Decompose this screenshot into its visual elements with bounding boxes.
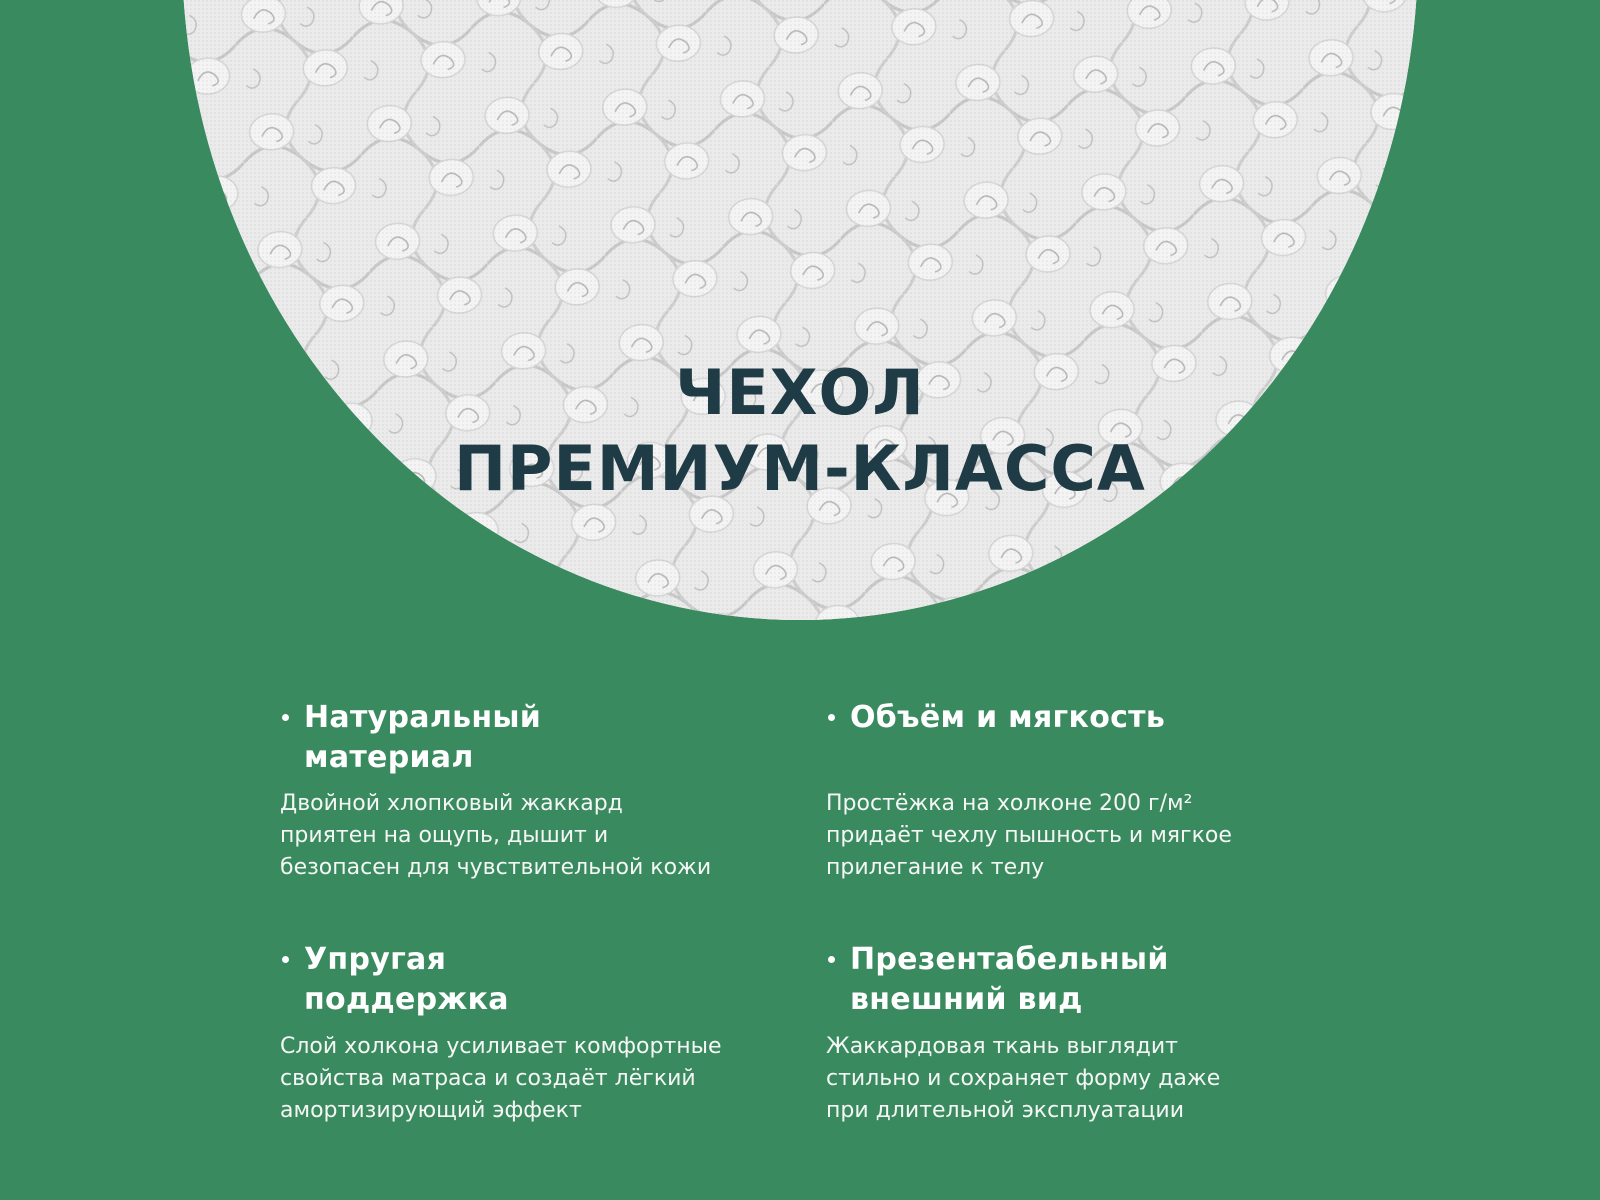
feature-description: Двойной хлопковый жаккард приятен на ощупь, дышит и безопасен для чувствительной кожи <box>280 791 712 880</box>
feature-heading: Презентабельный внешний вид <box>850 942 1169 1017</box>
feature-presentable-look <box>826 940 1346 1123</box>
feature-heading: Натуральный материал <box>304 700 542 775</box>
bullet-icon <box>828 956 835 963</box>
feature-description: Простёжка на холконе 200 г/м² придаёт чехлу пышность и мягкое прилегание к телу <box>826 791 1232 880</box>
title-line-1: ЧЕХОЛ <box>675 356 925 429</box>
fabric-image <box>182 0 1418 620</box>
feature-description: Жаккардовая ткань выглядит стильно и сохраняет форму даже при длительной эксплуатации <box>826 1034 1221 1123</box>
title-line-2: ПРЕМИУМ-КЛАССА <box>454 432 1146 505</box>
feature-description: Слой холкона усиливает комфортные свойства матраса и создаёт лёгкий амортизирующий эффект <box>280 1034 722 1123</box>
feature-elastic-support <box>280 940 800 1123</box>
feature-natural-material <box>280 698 800 880</box>
page-title <box>300 355 1300 507</box>
feature-heading: Объём и мягкость <box>850 700 1166 735</box>
quilted-fabric-texture <box>182 0 1418 620</box>
feature-heading: Упругая поддержка <box>304 942 509 1017</box>
bullet-icon <box>282 714 289 721</box>
feature-volume-softness <box>826 698 1346 880</box>
bullet-icon <box>828 714 835 721</box>
bullet-icon <box>282 956 289 963</box>
